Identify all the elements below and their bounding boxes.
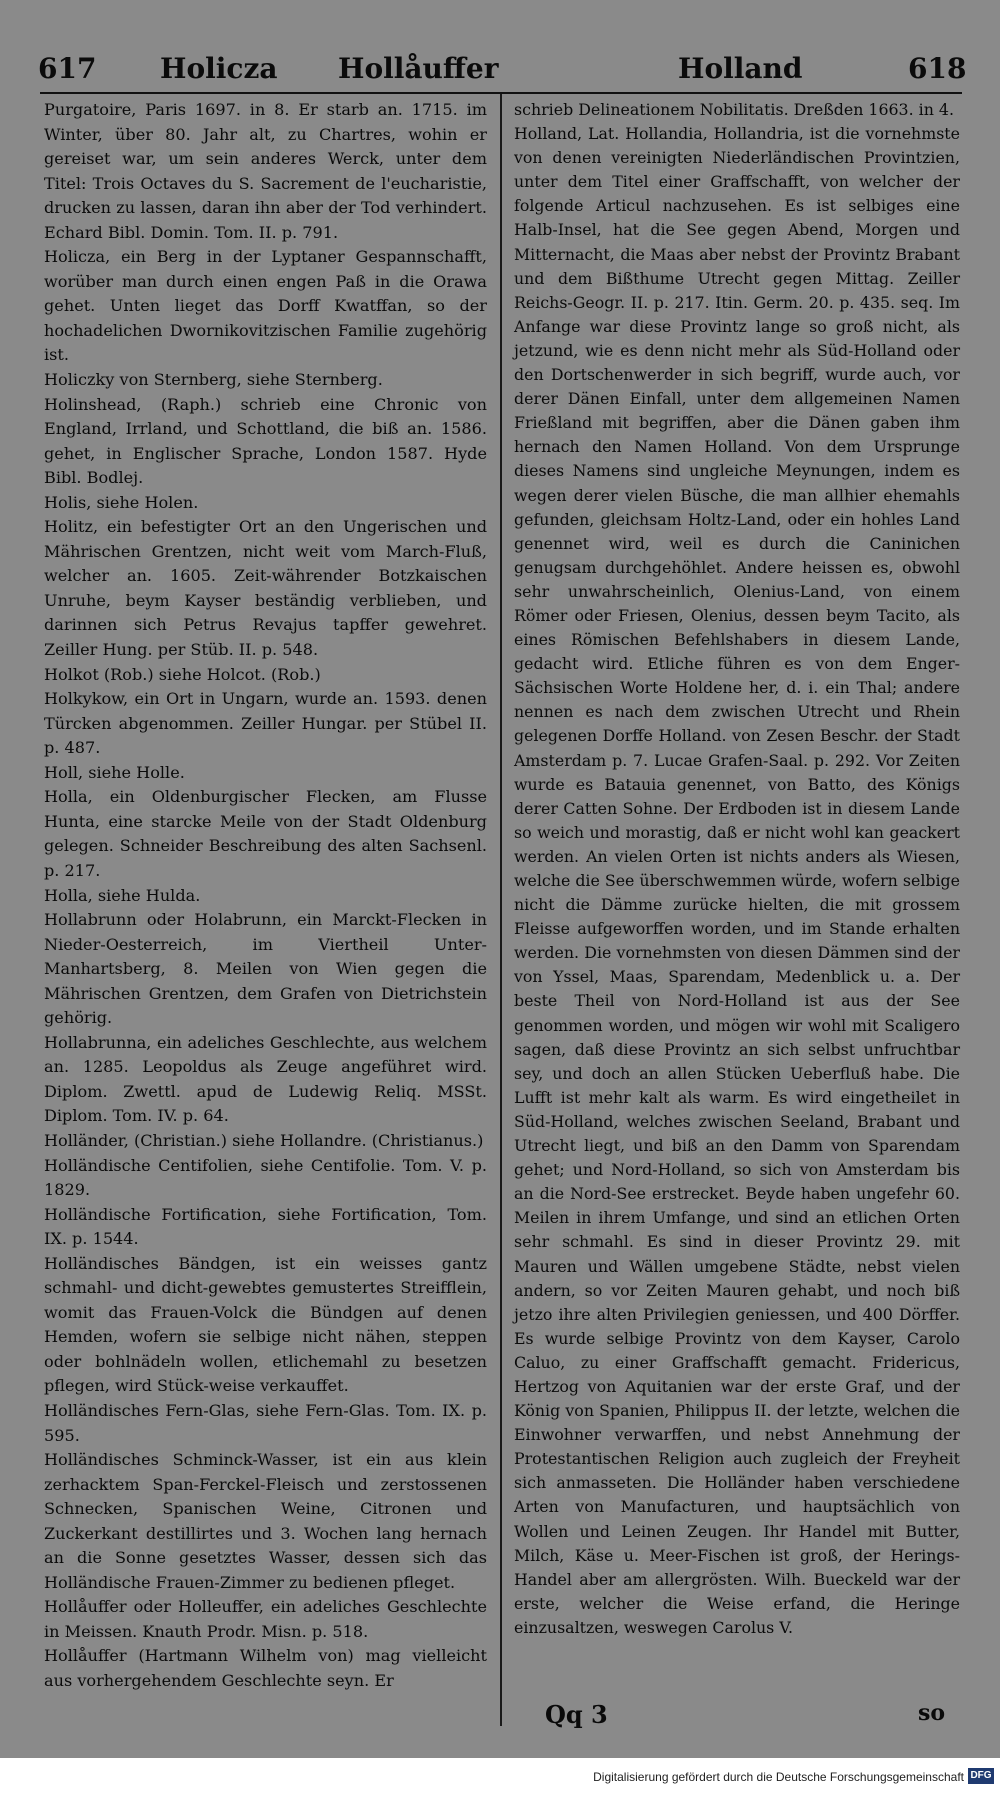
header-word-holicza: Holicza	[160, 52, 278, 85]
entry-paragraph: Hollåuffer oder Holleuffer, ein adeliches Geschlechte in Meissen. Knauth Prodr. Misn. p. 518.	[44, 1597, 487, 1641]
entry-paragraph: Holländisches Schminck-Wasser, ist ein aus klein zerhacktem Span-Ferckel-Fleisch und zerstossenen Schnecken, Spanischen Weine, Citronen und Zuckerkant destillirtes und 3. Wochen lang hernach an die Sonne gesetztes Wasser, dessen sich das Holländische Frauen-Zimmer zu bedienen pfleget.	[44, 1450, 487, 1592]
page-number-right: 618	[908, 52, 967, 85]
entry-paragraph: Holicza, ein Berg in der Lyptaner Gespannschafft, worüber man durch einen engen Paß in die Orawa gehet. Unten lieget das Dorff Kwatffan, so der hochadelichen Dwornikovitzischen Familie zugehörig ist.	[44, 247, 487, 365]
signature-mark: Qq 3	[545, 1700, 608, 1729]
footer-credit: Digitalisierung gefördert durch die Deutsche Forschungsgemeinschaft	[593, 1770, 964, 1784]
entry-paragraph: Holla, siehe Hulda.	[44, 885, 201, 905]
catchword: so	[918, 1700, 946, 1726]
entry-paragraph: Holkot (Rob.) siehe Holcot. (Rob.)	[44, 664, 321, 684]
entry-paragraph: Holländische Fortification, siehe Fortification, Tom. IX. p. 1544.	[44, 1204, 487, 1249]
column-divider	[500, 94, 502, 1726]
page-number-left: 617	[38, 52, 97, 85]
entry-paragraph: Holitz, ein befestigter Ort an den Ungerischen und Mährischen Grentzen, nicht weit vom March-Fluß, welcher an. 1605. Zeit-währender Botzkaischen Unruhe, beym Kayser beständig verblieben, und darinnen sich Petrus Revajus tapffer gewehret. Zeiller Hung. per Stüb. II. p. 548.	[44, 517, 487, 660]
entry-paragraph: Holl, siehe Holle.	[44, 762, 185, 782]
entry-paragraph: Hollabrunn oder Holabrunn, ein Marckt-Flecken in Nieder-Oesterreich, im Viertheil Unter-Manhartsberg, 8. Meilen von Wien gegen die Mährischen Grentzen, dem Grafen von Dietrichstein gehörig.	[44, 910, 487, 1028]
entry-paragraph: Hollåuffer (Hartmann Wilhelm von) mag vielleicht aus vorhergehendem Geschlechte seyn. Er	[44, 1646, 487, 1690]
entry-paragraph: Holis, siehe Holen.	[44, 492, 199, 512]
entry-paragraph: Holla, ein Oldenburgischer Flecken, am Flusse Hunta, eine starcke Meile von der Stadt Oldenburg gelegen. Schneider Beschreibung des alten Sachsenl. p. 217.	[44, 787, 487, 880]
header-word-holland: Holland	[678, 52, 803, 85]
entry-paragraph: schrieb Delineationem Nobilitatis. Dreßden 1663. in 4.	[514, 100, 954, 119]
left-column	[44, 98, 487, 1694]
footer-bar	[0, 1758, 1000, 1794]
entry-paragraph: Holländisches Bändgen, ist ein weisses gantz schmahl- und dicht-gewebtes gemustertes Streifflein, womit das Frauen-Volck die Bündgen auf denen Hemden, wofern sie selbige nicht nähen, steppen oder bohlnädeln wollen, etlichemahl zu besetzen pflegen, wird Stück-weise verkauffet.	[44, 1253, 487, 1396]
dfg-logo: DFG	[968, 1768, 994, 1784]
entry-paragraph: Purgatoire, Paris 1697. in 8. Er starb an. 1715. im Winter, über 80. Jahr alt, zu Chartres, wohin er gereiset war, um sein anderes Werck, unter dem Titel: Trois Octaves du S. Sacrement de l'eucharistie, drucken zu lassen, daran ihn aber der Tod verhindert. Echard Bibl. Domin. Tom. II. p. 791.	[44, 100, 487, 242]
right-column	[514, 98, 960, 1640]
running-header	[38, 52, 967, 96]
entry-paragraph: Hollabrunna, ein adeliches Geschlechte, aus welchem an. 1285. Leopoldus als Zeuge angeführet wird. Diplom. Zwettl. apud de Ludewig Reliq. MSSt. Diplom. Tom. IV. p. 64.	[44, 1032, 487, 1126]
header-word-hollauffer: Hollåuffer	[338, 52, 499, 85]
entry-paragraph: Holiczky von Sternberg, siehe Sternberg.	[44, 370, 383, 390]
entry-paragraph: Holland, Lat. Hollandia, Hollandria, ist die vornehmste von denen vereinigten Niederländischen Provintzien, unter dem Titel einer Graffschafft, von welcher der folgende Articul nachzusehen. Es ist selbiges eine Halb-Insel, hat die See gegen Abend, Morgen und Mitternacht, die Maas aber nebst der Provintz Brabant und dem Bißthume Utrecht gegen Mittag. Zeiller Reichs-Geogr. II. p. 217. Itin. Germ. 20. p. 435. seq. Im Anfange war diese Provintz lange so groß nicht, als jetzund, wie es denn nicht mehr als Süd-Holland oder den Dortschenwerder in sich begriff, wurde auch, vor derer Dänen Einfall, unter dem allgemeinen Namen Frießland mit begriffen, aber die Dänen gaben ihm hernach den Namen Holland. Von dem Ursprunge dieses Namens sind ungleiche Meynungen, indem es wegen derer vielen Büsche, die man allhier ehemahls gefunden, gleichsam Holtz-Land, oder ein hohles Land genennet wird, weil es durch die Caninichen genugsam durchgehöhlet. Andere heissen es, obwohl sehr unwahrscheinlich, Olenius-Land, von einem Römer oder Friesen, Olenius, dessen beym Tacito, als eines Römischen Befehlshabers in diesem Lande, gedacht wird. Etliche führen es von dem Enger-Sächsischen Worte Holdene her, d. i. ein Thal; andere nennen es nach dem zwischen Utrecht und Rhein gelegenen Dorffe Holland. von Zesen Beschr. der Stadt Amsterdam p. 7. Lucae Grafen-Saal. p. 292. Vor Zeiten wurde es Batauia genennet, von Batto, des Königs derer Catten Sohne. Der Erdboden ist in diesem Lande so weich und morastig, daß er nicht wohl kan geackert werden. An vielen Orten ist nichts anders als Wiesen, welche die See überschwemmen würde, wofern selbige nicht die Dämme zurücke hielten, die mit grossem Fleisse aufgeworffen worden, und im Stande erhalten werden. Die vornehmsten von diesen Dämmen sind der von Yssel, Maas, Sparendam, Medenblick u. a. Der beste Theil von Nord-Holland ist aus der See genommen worden, und mögen wir wohl mit Scaligero sagen, daß diese Provintz an sich selbst unfruchtbar sey, und doch an allen Stücken Ueberfluß habe. Die Lufft ist mehr kalt als warm. Es wird eingetheilet in Süd-Holland, welches zwischen Seeland, Brabant und Utrecht liegt, und biß an den Damm von Sparendam gehet; und Nord-Holland, so sich von Amsterdam bis an die Nord-See erstrecket. Beyde haben ungefehr 60. Meilen in ihrem Umfange, und sind an etlichen Orten sehr schmahl. Es sind in dieser Provintz 29. mit Mauren und Wällen umgebene Städte, nebst vielen andern, so vor Zeiten Mauren gehabt, und noch biß jetzo ihre alten Privilegien geniessen, und 400 Dörffer. Es wurde selbige Provintz von dem Kayser, Carolo Caluo, zu einer Graffschafft gemacht. Fridericus, Hertzog von Aquitanien war der erste Graf, und der König von Spanien, Philippus II. der letzte, welchen die Einwohner verwarffen, und nebst Annehmung der Protestantischen Religion auch zugleich der Freyheit sich anmasseten. Die Holländer haben verschiedene Arten von Manufacturen, und hauptsächlich von Wollen und Leinen Zeugen. Ihr Handel mit Butter, Milch, Käse u. Meer-Fischen ist groß, der Herings-Handel aber am allergrösten. Wilh. Bueckeld war der erste, welcher die Weise erfand, die Heringe einzusaltzen, weswegen Carolus V.	[514, 124, 960, 1637]
entry-paragraph: Holkykow, ein Ort in Ungarn, wurde an. 1593. denen Türcken abgenommen. Zeiller Hungar. per Stübel II. p. 487.	[44, 689, 487, 758]
entry-paragraph: Holländer, (Christian.) siehe Hollandre. (Christianus.)	[44, 1130, 484, 1150]
entry-paragraph: Holländische Centifolien, siehe Centifolie. Tom. V. p. 1829.	[44, 1155, 487, 1200]
entry-paragraph: Holinshead, (Raph.) schrieb eine Chronic von England, Irrland, und Schottland, die biß an. 1586. gehet, in Englischer Sprache, London 1587. Hyde Bibl. Bodlej.	[44, 394, 487, 488]
entry-paragraph: Holländisches Fern-Glas, siehe Fern-Glas. Tom. IX. p. 595.	[44, 1400, 487, 1445]
